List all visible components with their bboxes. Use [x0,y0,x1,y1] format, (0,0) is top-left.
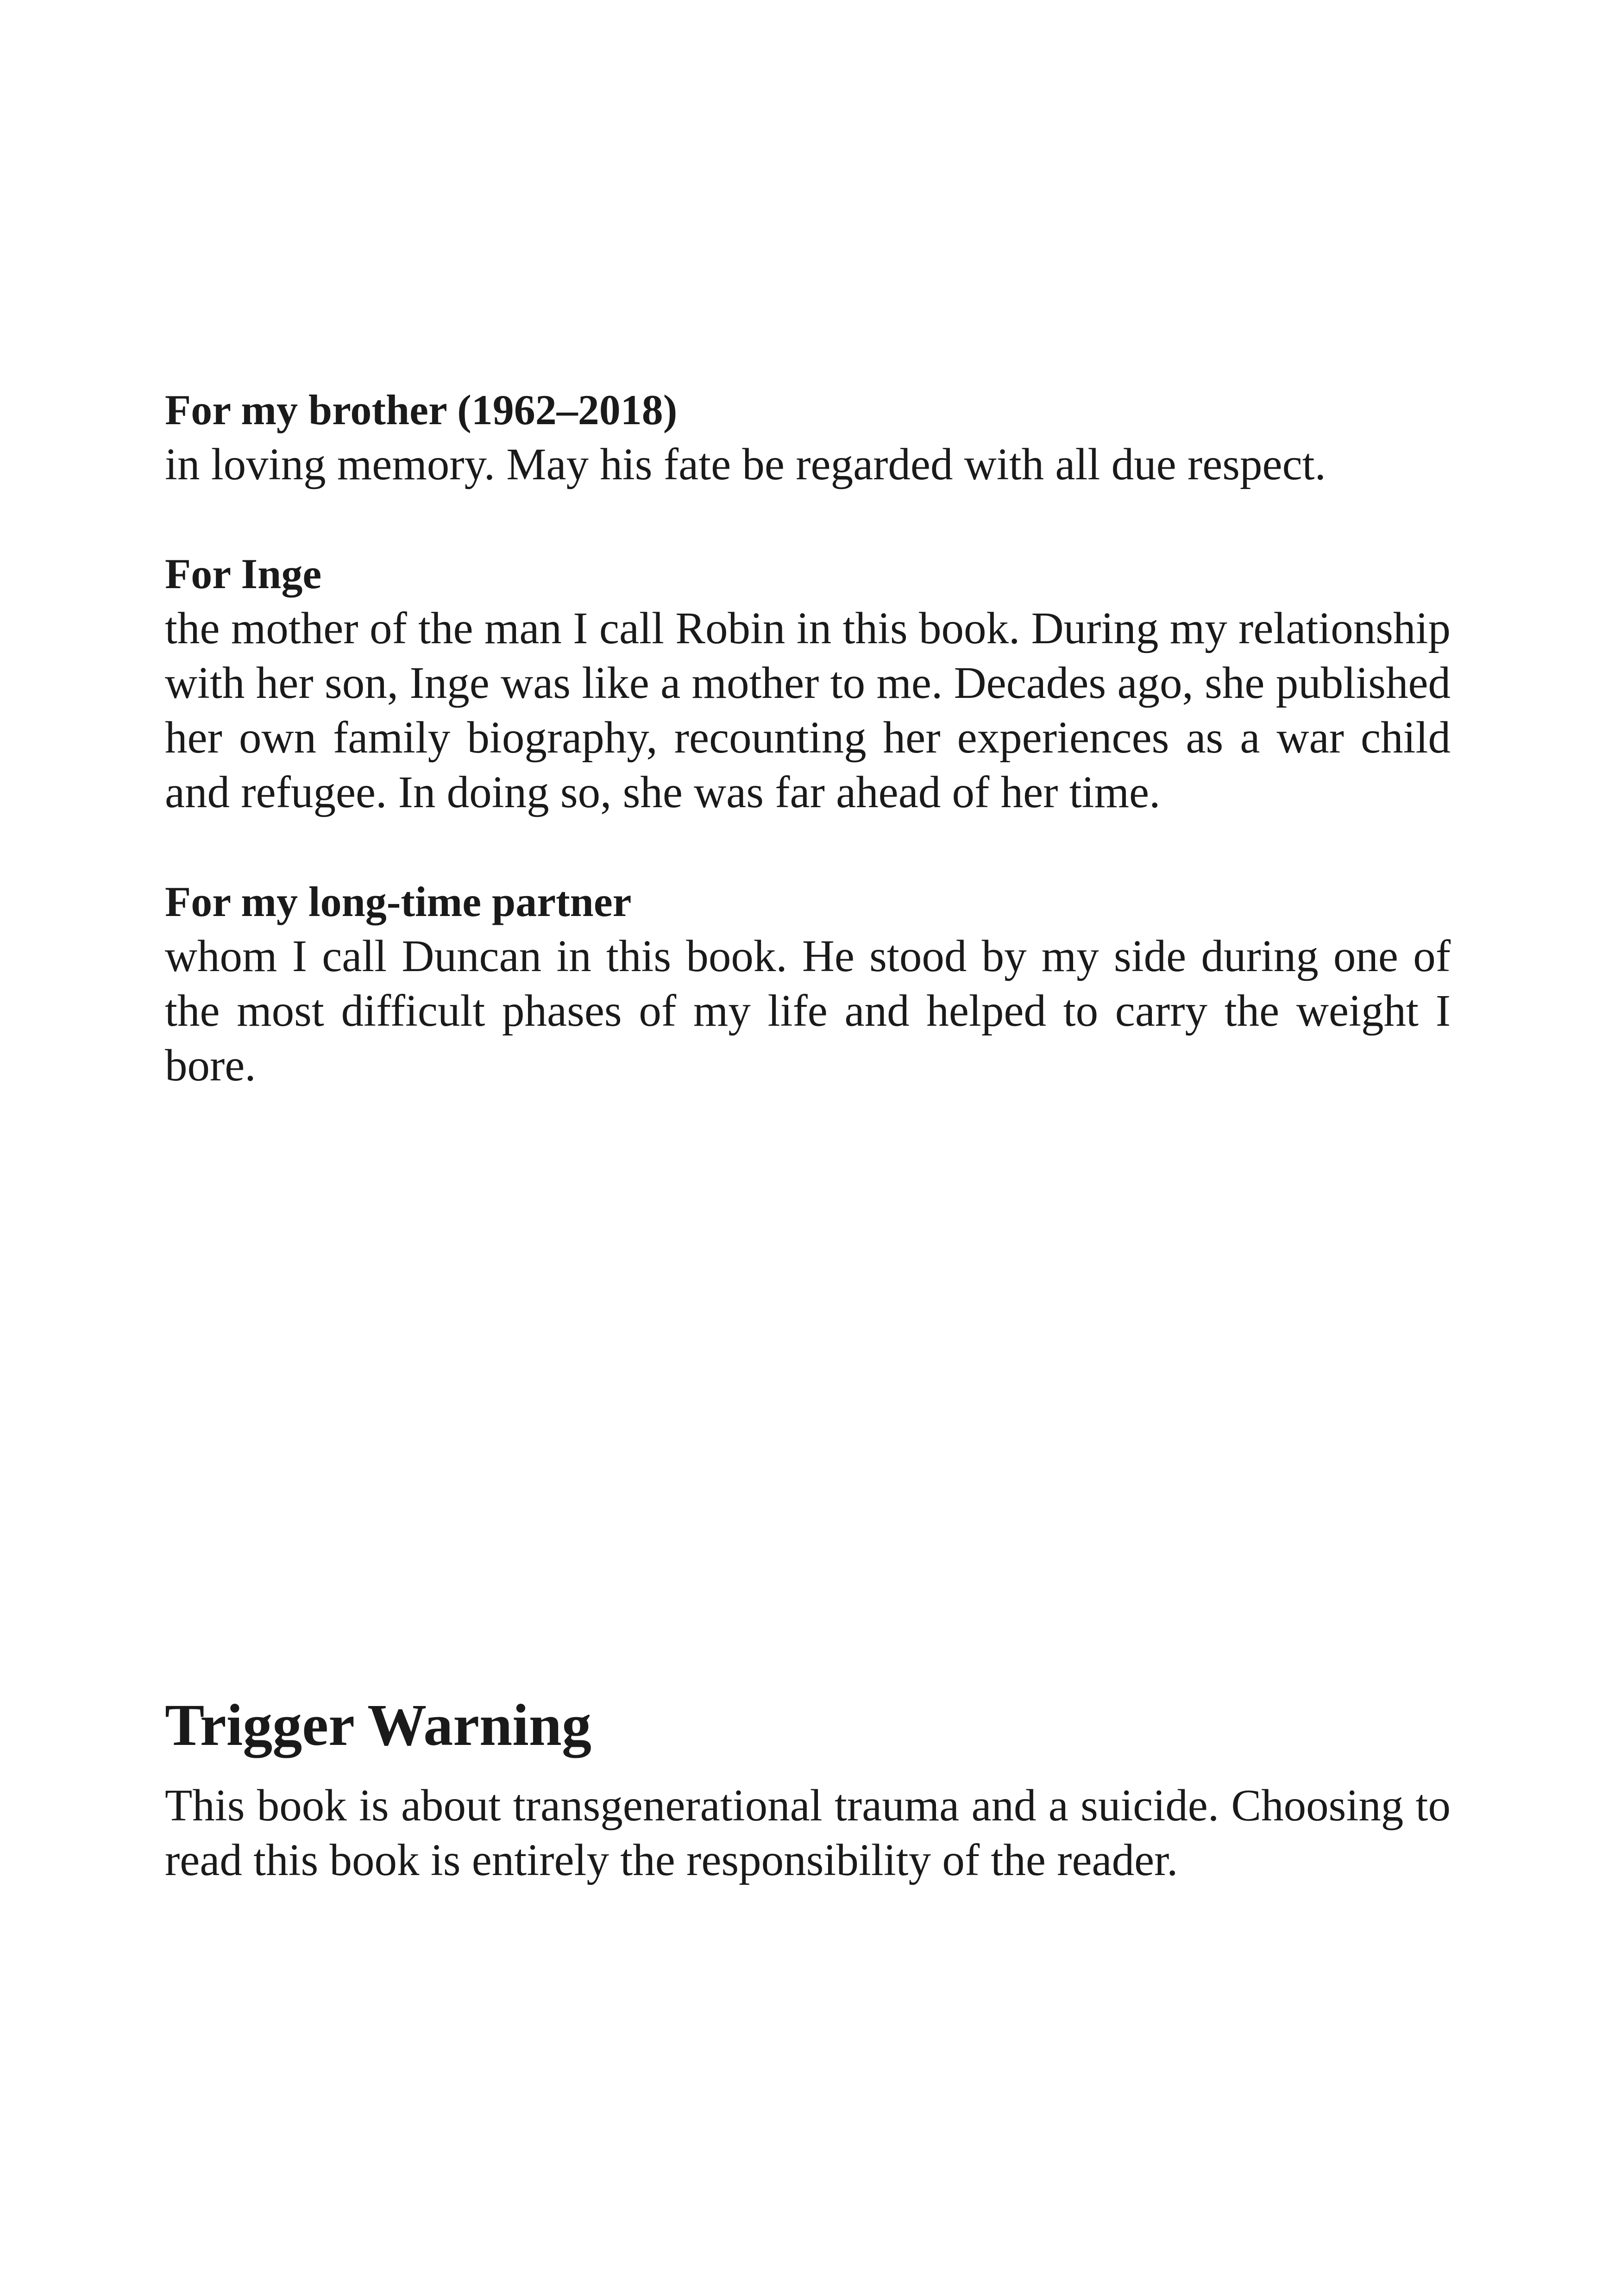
dedication-text: the mother of the man I call Robin in this book. During my relationship with her son, Inge was like a mother to me. Decades ago, she published her own family biography, recounting her experiences as a war child and refugee. In doing so, she was far ahead of her time. [165,603,1451,817]
dedication-inge [165,546,1451,820]
trigger-warning-text: This book is about transgenerational trauma and a suicide. Choosing to read this book is entirely the responsibility of the reader. [165,1781,1451,1885]
dedication-heading: For my brother (1962–2018) [165,386,678,433]
trigger-warning-title: Trigger Warning [165,1692,591,1758]
dedication-text: in loving memory. May his fate be regarded with all due respect. [165,439,1326,489]
dedication-heading: For my long-time partner [165,878,632,925]
dedication-brother [165,383,1451,492]
trigger-warning-section [165,1690,1451,1888]
dedication-heading: For Inge [165,550,322,597]
dedication-partner [165,874,1451,1093]
dedications-section [165,383,1451,1093]
dedication-text: whom I call Duncan in this book. He stood by my side during one of the most difficult phases of my life and helped to carry the weight I bore. [165,931,1451,1090]
